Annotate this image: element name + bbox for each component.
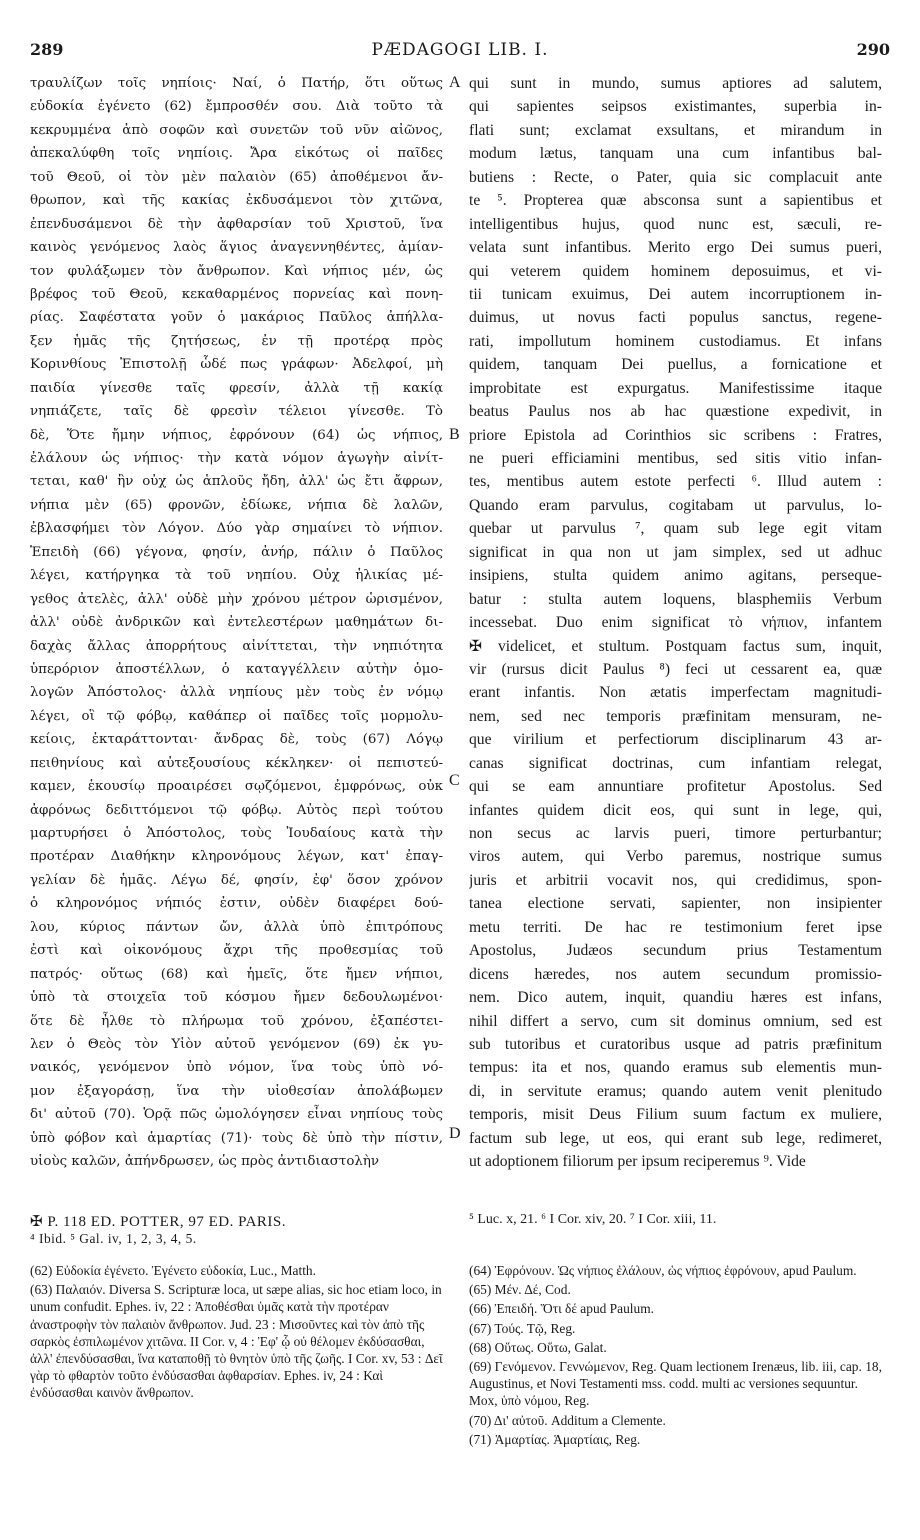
- edition-line: ✠ P. 118 ED. POTTER, 97 ED. PARIS.: [30, 1214, 286, 1230]
- latin-text-line: intelligentibus hujus, quod nunc est, sæculi, re-: [469, 215, 882, 233]
- greek-text-line: βρέφος τοῦ Θεοῦ, κεκαθαρμένος πορνείας καὶ πονη-: [30, 286, 443, 302]
- latin-text-line: velata sunt infantibus. Merito ergo Dei sumus pueri,: [469, 239, 882, 257]
- latin-text-line: tii tunicam exuimus, Dei autem incorruptionem in-: [469, 285, 882, 303]
- greek-text-line: ὑπερόριον ἀποστέλλων, ὁ καταγγέλλειν αὐτὴν ὁμο-: [30, 661, 443, 677]
- margin-letter-c: C: [449, 772, 460, 789]
- greek-text-line: ἐπενδυσάμενοι δὲ τὴν ἀφθαρσίαν τοῦ Χριστοῦ, ἵνα: [30, 216, 443, 232]
- ibid-line: ⁴ Ibid. ⁵ Gal. iv, 1, 2, 3, 4, 5.: [30, 1231, 197, 1246]
- running-title: PÆDAGOGI LIB. I.: [371, 40, 549, 60]
- latin-text-line: incessebat. Duo enim significat τὸ νήπιον, infantem: [469, 614, 882, 632]
- latin-text-line: juris et arbitrii vocavit nos, qui credidimus, spon-: [469, 871, 882, 889]
- latin-text-line: qui sapientes seipsos existimantes, superbia in-: [469, 98, 882, 116]
- latin-text-line: vir (rursus dicit Paulus ⁸) feci ut cessarent ea, quæ: [469, 660, 882, 678]
- latin-text-line: flati sunt; exclamat exsultans, et mirandum in: [469, 121, 882, 139]
- latin-text-line: canas significat doctrinas, cum infantiam relegat,: [469, 754, 882, 772]
- greek-text-line: ὁ κληρονόμος νήπιός ἐστιν, οὐδὲν διαφέρει δού-: [30, 896, 443, 912]
- latin-text-line: factum sub lege, ut eos, qui erant sub lege, redimeret,: [469, 1129, 882, 1147]
- greek-text-line: πειθηνίους καὶ αὐτεξουσίους κέκληκεν· οἱ πεπιστεύ-: [30, 755, 443, 771]
- greek-text-line: πατρός· οὕτως (68) καὶ ἡμεῖς, ὅτε ἤμεν νήπιοι,: [30, 966, 443, 982]
- greek-text-line: υἱοὺς καλῶν, ἀπήνδρωσεν, ὡς πρὸς ἀντιδιαστολὴν: [30, 1154, 380, 1170]
- margin-letter-d: D: [449, 1125, 461, 1142]
- latin-text-line: priore Epistola ad Corinthios sic scribens : Fratres,: [469, 426, 882, 444]
- footnotes-left: [30, 1262, 443, 1404]
- greek-text-line: λογῶν Ἀπόστολος· ἀλλὰ νηπίους μὲν τοὺς ἐν νόμῳ: [30, 685, 443, 701]
- edition-reference: [30, 1212, 286, 1247]
- latin-text-line: metu territi. De hac re testimonium feret ipse: [469, 918, 882, 936]
- latin-text-line: nem, sed nec temporis præfinitam mensuram, ne-: [469, 707, 882, 725]
- greek-text-line: τραυλίζων τοῖς νηπίοις· Ναί, ὁ Πατήρ, ὅτι οὕτως: [30, 76, 443, 91]
- greek-text-line: ὑπὸ τὰ στοιχεῖα τοῦ κόσμου ἤμεν δεδουλωμένοι·: [30, 990, 443, 1006]
- footnotes-right: [469, 1262, 889, 1450]
- greek-text-line: Κορινθίους Ἐπιστολῇ ὧδέ πως γράφων· Ἀδελφοί, μὴ: [30, 357, 443, 373]
- latin-text-line: tanea electione servati, sapienter, non insipienter: [469, 895, 882, 913]
- greek-text-line: δι' αὐτοῦ (70). Ὁρᾷ πῶς ὡμολόγησεν εἶναι νηπίους τοὺς: [30, 1107, 443, 1123]
- greek-text-line: τεται, καθ' ἣν οὐχ ὡς ἁπλοῦς ἤδη, ἀλλ' ὡς ἔτι ἄφρων,: [30, 474, 443, 490]
- latin-text-line: qui se eam annuntiare profitetur Apostolus. Sed: [469, 778, 882, 796]
- footnote: (69) Γενόμενον. Γεννώμενον, Reg. Quam lectionem Irenæus, lib. iii, cap. 18, Augustinus, et Novi Testamenti mss. codd. multi ac versiones sequuntur. Mox, ὑπὸ νόμου, Reg.: [469, 1359, 882, 1409]
- latin-text-line: ✠ videlicet, et stultum. Postquam factus sum, inquit,: [469, 637, 882, 655]
- footnote: (68) Οὕτως. Οὕτω, Galat.: [469, 1339, 607, 1355]
- greek-text-line: τον φυλάξωμεν τὸν ἄνθρωπον. Καὶ νήπιος μέν, ὡς: [30, 263, 443, 279]
- greek-text-line: λου, κύριος πάντων ὤν, ἀλλὰ ὑπὸ ἐπιτρόπους: [30, 919, 443, 935]
- latin-text-line: tes, mentibus autem estote perfecti ⁶. Illud autem :: [469, 473, 882, 491]
- footnote: (63) Παλαιόν. Diversa S. Scripturæ loca, ut sæpe alias, sic hoc etiam loco, in unum confudit. Ephes. iv, 22 : Ἀποθέσθαι ὑμᾶς κατὰ τὴν προτέραν ἀναστροφὴν τὸν παλαιὸν ἄνθρωπον. Jud. 23 : Μισοῦντες καὶ τὸν ἀπὸ τῆς σαρκὸς ἐσπιλωμένον χιτῶνα. II Cor. v, 4 : Ἐφ' ᾧ οὐ θέλομεν ἐκδύσασθαι, ἀλλ' ἐπενδύσασθαι, ἵνα καταποθῇ τὸ θνητὸν ὑπὸ τῆς ζωῆς. I Cor. xv, 53 : Δεῖ γὰρ τὸ φθαρτὸν τοῦτο ἐνδύσασθαι ἀφθαρσίαν. Ephes. iv, 24 : Καὶ ἐνδύσασθαι καινὸν ἄνθρωπον.: [30, 1282, 443, 1401]
- greek-text-line: προτέραν Διαθήκην κληρονόμους λέγων, κατ' ἐπαγ-: [30, 849, 443, 865]
- footnote: (70) Δι' αὐτοῦ. Additum a Clemente.: [469, 1412, 666, 1428]
- left-page-number: 289: [30, 40, 64, 59]
- greek-text-line: εὐδοκία ἐγένετο (62) ἔμπροσθέν σου. Διὰ τοῦτο τὰ: [30, 99, 443, 115]
- latin-text-line: Apostolus, Judæos secundum prius Testamentum: [469, 942, 882, 960]
- latin-text-line: viros autem, qui Verbo paremus, nostrique sumus: [469, 848, 882, 866]
- latin-text-line: quebar ut parvulus ⁷, quam sub lege egit vitam: [469, 520, 882, 538]
- latin-text-line: infantes quidem dicit eos, qui sunt in lege, qui,: [469, 801, 882, 819]
- greek-text-line: ἐβλασφήμει τὸν Λόγον. Δύο γὰρ σημαίνει τὸ νήπιον.: [30, 521, 443, 537]
- greek-text-line: γεθος ἀτελὲς, ἀλλ' οὐδὲ μὴν χρόνου μέτρον ὡρισμένον,: [30, 591, 443, 607]
- latin-text-line: improbitate est expurgatus. Manifestissime itaque: [469, 379, 882, 397]
- margin-letter-a: A: [449, 74, 461, 91]
- latin-text-line: insipiens, stulta quidem animo agitans, perseque-: [469, 567, 882, 585]
- greek-text-line: ἀπεκαλύφθη τοῖς νηπίοις. Ἄρα εἰκότως οἱ παῖδες: [30, 146, 443, 162]
- greek-text-line: νήπια μὲν (65) φρονῶν, ἐδίωκε, νήπια δὲ λαλῶν,: [30, 497, 443, 513]
- footnote: (66) Ἐπειδή. Ὅτι δέ apud Paulum.: [469, 1301, 654, 1317]
- greek-text-line: καινὸς γενόμενος λαὸς ἅγιος ἀναγεννηθέντες, ἀμίαν-: [30, 240, 443, 256]
- greek-text-line: ξεν ἡμᾶς τῆς ζητήσεως, ἐν τῇ προτέρᾳ πρὸς: [30, 333, 443, 349]
- footnote: (71) Ἁμαρτίας. Ἁμαρτίαις, Reg.: [469, 1431, 641, 1447]
- footnote: (64) Ἐφρόνουν. Ὡς νήπιος ἐλάλουν, ὡς νήπιος ἐφρόνουν, apud Paulum.: [469, 1263, 857, 1278]
- latin-text-line: ne pueri efficiamini mentibus, sed sitis vitio infan-: [469, 450, 882, 467]
- latin-text-line: erant infantis. Non ætatis imperfectam magnitudi-: [469, 684, 882, 702]
- greek-text-line: γελίαν δὲ ἡμᾶς. Λέγω δέ, φησίν, ἐφ' ὅσον χρόνον: [30, 872, 443, 888]
- greek-text-line: κείοις, ἐκταράττονται· ἄνδρας δὲ, τοὺς (67) Λόγῳ: [30, 732, 443, 748]
- greek-text-line: λέγει, κατήργηκα τὰ τοῦ νηπίου. Οὐχ ἡλικίας μέ-: [30, 568, 443, 584]
- latin-text-line: non secus ac larvis pueri, timore perturbantur;: [469, 825, 882, 842]
- latin-text-line: significat in qua non ut jam simplex, sed ut adhuc: [469, 543, 882, 561]
- greek-text-line: ὑπὸ φόβον καὶ ἁμαρτίας (71)· τοὺς δὲ ὑπὸ τὴν πίστιν,: [30, 1130, 443, 1146]
- footnote: (67) Τούς. Τῷ, Reg.: [469, 1320, 576, 1336]
- greek-text-line: ἐστὶ καὶ οἰκονόμους ἄχρι τῆς προθεσμίας τοῦ: [30, 943, 443, 959]
- greek-text-line: νηπιάζετε, ταῖς δὲ φρεσὶν τέλειοι γίνεσθε. Τὸ: [30, 404, 443, 420]
- greek-text-line: ναικός, γενόμενον ὑπὸ νόμον, ἵνα τοὺς ὑπὸ νό-: [30, 1060, 443, 1076]
- greek-text-line: ἀλλ' οὐδὲ ἀνδρικῶν καὶ ἐντελεστέρων μαθημάτων δι-: [30, 615, 443, 631]
- latin-text-line: qui sunt in mundo, sumus aptiores ad salutem,: [469, 75, 882, 92]
- greek-text-column: [30, 72, 443, 1202]
- latin-text-line: nem. Dico autem, inquit, quandiu hæres est infans,: [469, 989, 882, 1007]
- latin-text-line: temporis, misit Deus Filium suum factum ex muliere,: [469, 1106, 882, 1124]
- greek-text-line: μαρτυρήσει ὁ Ἀπόστολος, τοὺς Ἰουδαίους κατὰ τὴν: [30, 826, 443, 841]
- latin-text-line: sub tutoribus et curatoribus usque ad patris præfinitum: [469, 1035, 882, 1053]
- latin-text-line: tempus: ita et nos, quando eramus sub elementis mun-: [469, 1059, 882, 1077]
- latin-text-column: [469, 72, 882, 1202]
- latin-text-line: beatus Paulus nos ab hac quæstione expedivit, in: [469, 403, 882, 421]
- greek-text-line: λέγει, οἳ τῷ φόβῳ, καθάπερ οἱ παῖδες τοῖς μορμολυ-: [30, 708, 443, 724]
- page-header: [30, 40, 890, 64]
- greek-text-line: κεκρυμμένα ἀπὸ σοφῶν καὶ συνετῶν τοῦ νῦν αἰῶνος,: [30, 122, 443, 138]
- footnote: (62) Εὐδοκία ἐγένετο. Ἐγένετο εὐδοκία, Luc., Matth.: [30, 1263, 316, 1278]
- greek-text-line: μον ἐξαγοράσῃ, ἵνα τὴν υἱοθεσίαν ἀπολάβωμεν: [30, 1083, 443, 1099]
- greek-text-line: Ἐπειδὴ (66) γέγονα, φησίν, ἀνήρ, πάλιν ὁ Παῦλος: [30, 544, 443, 560]
- margin-letter-b: B: [449, 426, 460, 443]
- greek-text-line: ρίας. Σαφέστατα γοῦν ὁ μακάριος Παῦλος ἀπήλλα-: [30, 310, 443, 326]
- latin-text-line: duimus, ut novus facti populus sanctus, regene-: [469, 309, 882, 327]
- greek-text-line: ὅτε δὲ ἦλθε τὸ πλήρωμα τοῦ χρόνου, ἐξαπέστει-: [30, 1013, 443, 1029]
- greek-text-line: ἐλάλουν ὡς νήπιος· τὴν κατὰ νόμον ἀγωγὴν αἰνίτ-: [30, 451, 443, 466]
- latin-text-line: di, in servitute eramus; quando autem venit plenitudo: [469, 1082, 882, 1100]
- latin-text-line: butiens : Recte, o Pater, quia sic complacuit ante: [469, 168, 882, 186]
- latin-text-line: modum lætus, tanquam una cum infantibus bal-: [469, 145, 882, 163]
- latin-text-line: ut adoptionem filiorum per ipsum reciperemus ⁹. Vide: [469, 1153, 806, 1171]
- greek-text-line: παιδία γίνεσθε ταῖς φρεσίν, ἀλλὰ τῇ κακίᾳ: [30, 380, 443, 396]
- greek-text-line: τοῦ Θεοῦ, οἱ τὸν μὲν παλαιὸν (65) ἀποθέμενοι ἄν-: [30, 169, 443, 185]
- latin-text-line: quidem, tanquam Dei puellus, a fornicatione et: [469, 356, 882, 374]
- scripture-references: ⁵ Luc. x, 21. ⁶ I Cor. xiv, 20. ⁷ I Cor. xiii, 11.: [469, 1212, 717, 1227]
- latin-text-line: batur : stulta autem loquens, blasphemiis Verbum: [469, 590, 882, 608]
- latin-text-line: que virilium et perfectiorum disciplinarum 43 ar-: [469, 731, 882, 749]
- greek-text-line: καμεν, ἑκουσίῳ προαιρέσει σῳζόμενοι, ἐμφρόνως, οὐκ: [30, 779, 443, 795]
- greek-text-line: θρωπον, καὶ τῆς κακίας ἐκδυσάμενοι τὸν χιτῶνα,: [30, 193, 443, 209]
- latin-text-line: qui veterem quidem hominem deposuimus, et vi-: [469, 262, 882, 280]
- latin-text-line: te ⁵. Propterea quæ absconsa sunt a sapientibus et: [469, 192, 882, 210]
- latin-text-line: rati, impollutum hominem custodiamus. Et infans: [469, 332, 882, 350]
- latin-text-line: nihil differt a servo, cum sit dominus omnium, sed est: [469, 1012, 882, 1030]
- greek-text-line: δαχὰς ἄλλας ἀπορρήτους αἰνίττεται, τὴν νηπιότητα: [30, 638, 443, 654]
- right-page-number: 290: [856, 40, 890, 59]
- footnote: (65) Μέν. Δέ, Cod.: [469, 1282, 571, 1298]
- latin-text-line: dicens hæredes, nos autem secundum promissio-: [469, 965, 882, 983]
- greek-text-line: λεν ὁ Θεὸς τὸν Υἱὸν αὐτοῦ γενόμενον (69) ἐκ γυ-: [30, 1036, 443, 1052]
- greek-text-line: ἀφρόνως δεδιττόμενοι τῷ φόβῳ. Αὐτὸς περὶ τούτου: [30, 802, 443, 818]
- greek-text-line: δὲ, Ὅτε ἤμην νήπιος, ἐφρόνουν (64) ὡς νήπιος,: [30, 427, 443, 443]
- latin-text-line: Quando eram parvulus, cogitabam ut parvulus, lo-: [469, 496, 882, 514]
